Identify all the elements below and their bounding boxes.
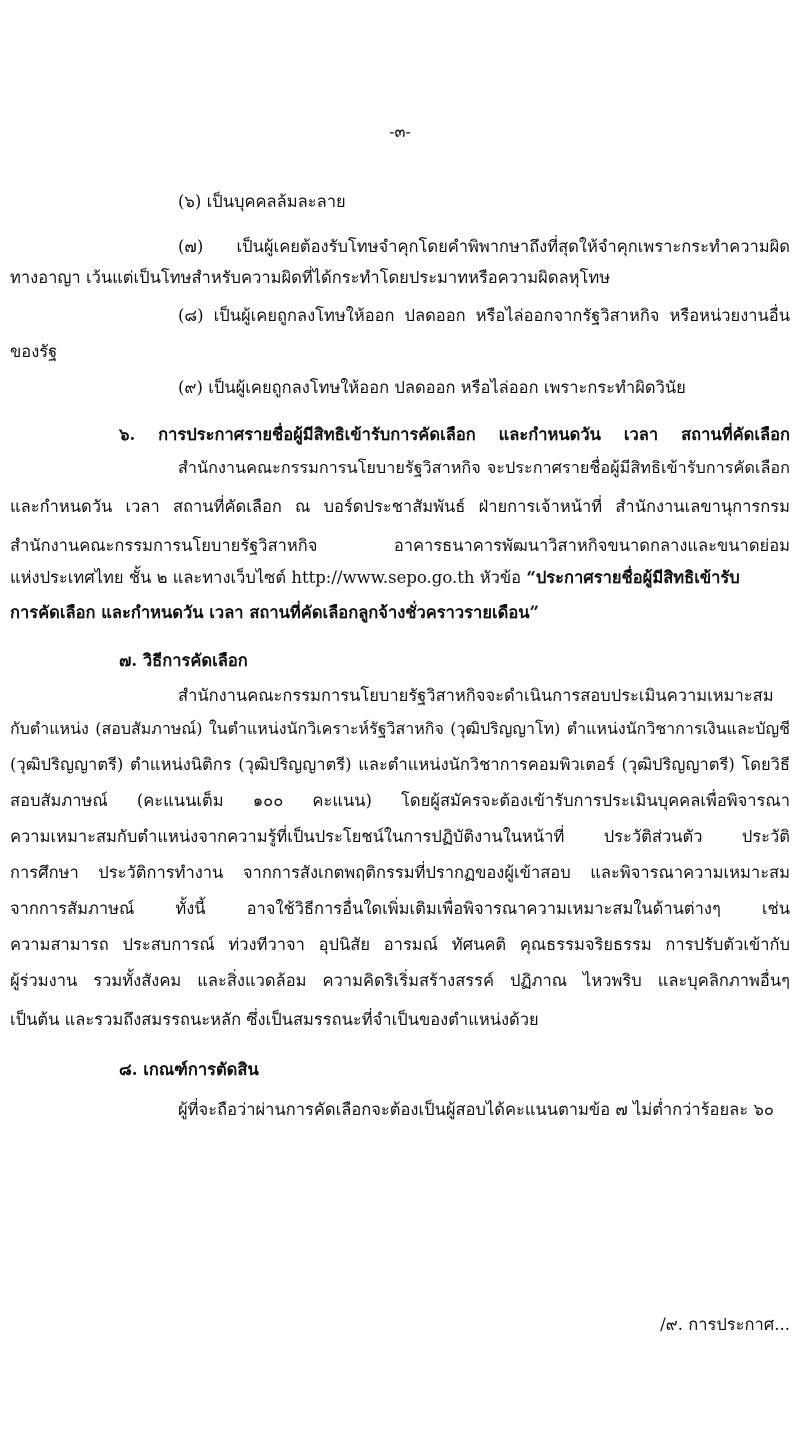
section-6-line-1: สำนักงานคณะกรรมการนโยบายรัฐวิสาหกิจ จะประกาศรายชื่อผู้มีสิทธิเข้ารับการคัดเลือก: [178, 458, 790, 477]
section-7-line-6: การศึกษา ประวัติการทำงาน จากการสังเกตพฤติกรรมที่ปรากฏของผู้เข้าสอบ และพิจารณาความเหมาะสม: [10, 863, 790, 882]
page-number: -๓-: [389, 122, 411, 141]
list-item-8-cont: ของรัฐ: [10, 342, 58, 361]
section-6-line-2: และกำหนดวัน เวลา สถานที่คัดเลือก ณ บอร์ดประชาสัมพันธ์ ฝ่ายการเจ้าหน้าที่ สำนักงานเลขานุการกรม: [10, 497, 790, 516]
section-7-line-8: ความสามารถ ประสบการณ์ ท่วงทีวาจา อุปนิสัย อารมณ์ ทัศนคติ คุณธรรมจริยธรรม การปรับตัวเข้ากับ: [10, 935, 790, 954]
section-6-heading: ๖. การประกาศรายชื่อผู้มีสิทธิเข้ารับการคัดเลือก และกำหนดวัน เวลา สถานที่คัดเลือก: [119, 425, 790, 444]
section-6-line-3: สำนักงานคณะกรรมการนโยบายรัฐวิสาหกิจ อาคารธนาคารพัฒนาวิสาหกิจขนาดกลางและขนาดย่อม: [10, 536, 790, 555]
section-7-line-9: ผู้ร่วมงาน รวมทั้งสังคม และสิ่งแวดล้อม ความคิดริเริ่มสร้างสรรค์ ปฏิภาณ ไหวพริบ และบุคลิกภาพอื่นๆ: [10, 971, 790, 990]
section-7-line-3: (วุฒิปริญญาตรี) ตำแหน่งนิติกร (วุฒิปริญญาตรี) และตำแหน่งนักวิชาการคอมพิวเตอร์ (วุฒิปริญญาตรี) โดยวิธี: [10, 755, 790, 774]
section-7-line-5: ความเหมาะสมกับตำแหน่งจากความรู้ที่เป็นประโยชน์ในการปฏิบัติงานในหน้าที่ ประวัติส่วนตัว ประวัติ: [10, 827, 790, 846]
section-6-line-4: [10, 568, 790, 588]
section-7-line-2: กับตำแหน่ง (สอบสัมภาษณ์) ในตำแหน่งนักวิเคราะห์รัฐวิสาหกิจ (วุฒิปริญญาโท) ตำแหน่งนักวิชาการเงินและบัญชี: [10, 719, 790, 738]
section-8-line-1: ผู้ที่จะถือว่าผ่านการคัดเลือกจะต้องเป็นผู้สอบได้คะแนนตามข้อ ๗ ไม่ต่ำกว่าร้อยละ ๖๐: [178, 1100, 774, 1119]
section-7-line-10: เป็นต้น และรวมถึงสมรรถนะหลัก ซึ่งเป็นสมรรถนะที่จำเป็นของตำแหน่งด้วย: [10, 1010, 539, 1029]
section-7-line-7: จากการสัมภาษณ์ ทั้งนี้ อาจใช้วิธีการอื่นใดเพิ่มเติมเพื่อพิจารณาความเหมาะสมในด้านต่างๆ เช่น: [10, 899, 790, 918]
section-7-line-1: สำนักงานคณะกรรมการนโยบายรัฐวิสาหกิจจะดำเนินการสอบประเมินความเหมาะสม: [178, 686, 774, 705]
list-item-9: (๙) เป็นผู้เคยถูกลงโทษให้ออก ปลดออก หรือไล่ออก เพราะกระทำผิดวินัย: [178, 378, 686, 397]
continuation-footer: /๙. การประกาศ...: [660, 1315, 790, 1334]
section-7-heading: ๗. วิธีการคัดเลือก: [119, 651, 248, 670]
section-6-line-4-text: แห่งประเทศไทย ชั้น ๒ และทางเว็บไซต์ http://www.sepo.go.th หัวข้อ: [10, 568, 527, 587]
list-item-6: (๖) เป็นบุคคลล้มละลาย: [178, 192, 346, 211]
announcement-title-part-2: การคัดเลือก และกำหนดวัน เวลา สถานที่คัดเลือกลูกจ้างชั่วคราวรายเดือน”: [10, 603, 540, 622]
list-item-7-cont: ทางอาญา เว้นแต่เป็นโทษสำหรับความผิดที่ได้กระทำโดยประมาทหรือความผิดลหุโทษ: [10, 268, 611, 287]
section-8-heading: ๘. เกณฑ์การตัดสิน: [119, 1060, 259, 1079]
list-item-7: (๗) เป็นผู้เคยต้องรับโทษจำคุกโดยคำพิพากษาถึงที่สุดให้จำคุกเพราะกระทำความผิด: [178, 237, 790, 256]
announcement-title-part-1: “ประกาศรายชื่อผู้มีสิทธิเข้ารับ: [526, 568, 740, 587]
list-item-8: (๘) เป็นผู้เคยถูกลงโทษให้ออก ปลดออก หรือไล่ออกจากรัฐวิสาหกิจ หรือหน่วยงานอื่น: [178, 306, 790, 325]
section-7-line-4: สอบสัมภาษณ์ (คะแนนเต็ม ๑๐๐ คะแนน) โดยผู้สมัครจะต้องเข้ารับการประเมินบุคคลเพื่อพิจารณา: [10, 791, 790, 810]
